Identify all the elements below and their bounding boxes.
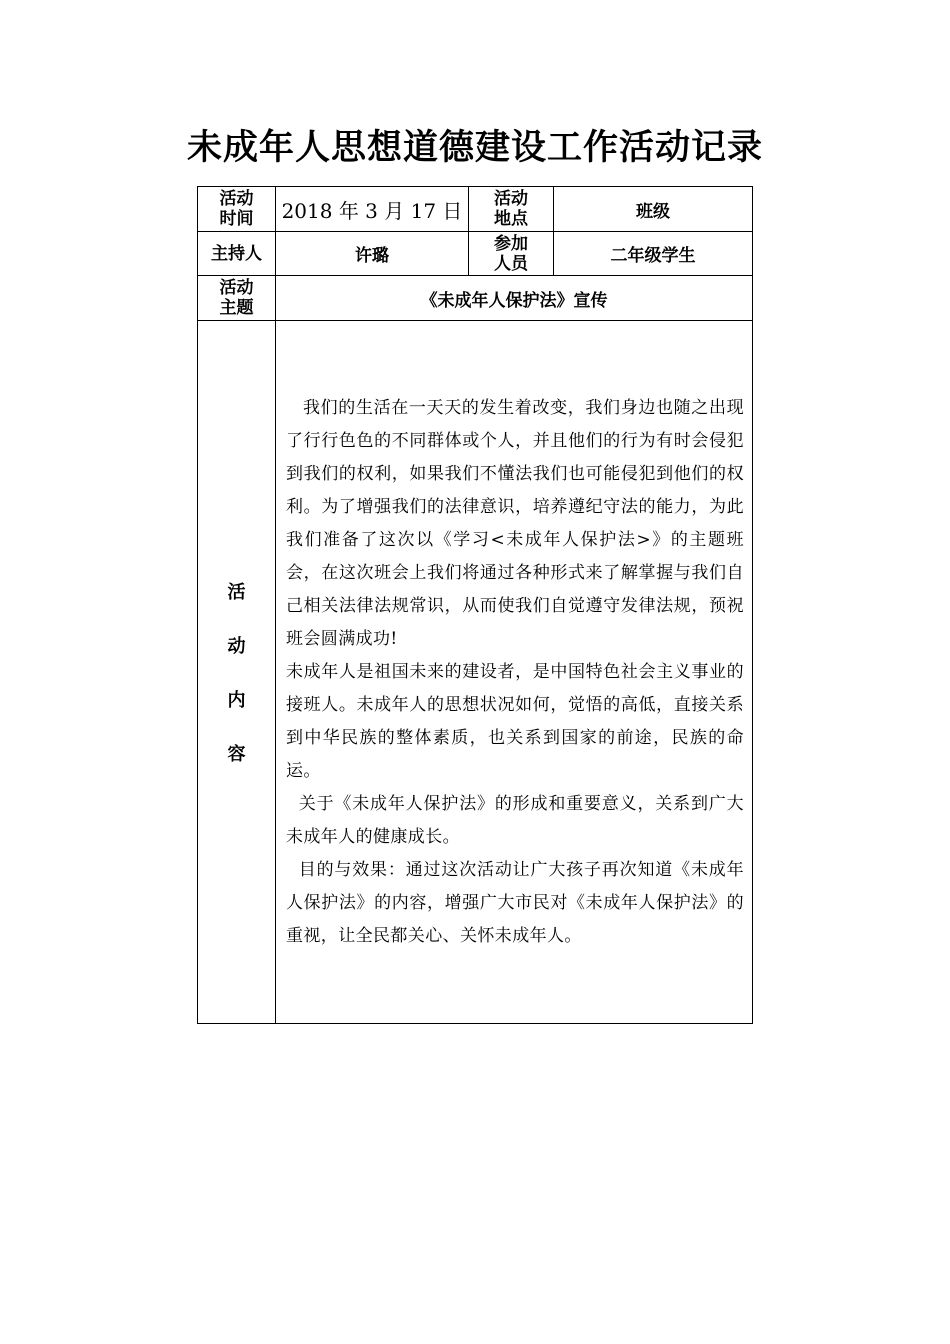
content-label-char-3: 内 <box>227 690 246 711</box>
participants-label <box>469 232 554 276</box>
theme-label-text: 活动 主题 <box>219 278 254 318</box>
content-label-char-2: 动 <box>227 636 246 657</box>
theme-label <box>198 276 276 321</box>
host-value: 许璐 <box>276 232 469 276</box>
content-label-char-1: 活 <box>227 582 246 603</box>
place-value: 班级 <box>554 187 753 232</box>
place-label-text: 活动 地点 <box>494 189 528 229</box>
theme-value: 《未成年人保护法》宣传 <box>276 276 753 321</box>
place-label <box>469 187 554 232</box>
activity-record-table <box>197 186 753 1024</box>
content-paragraph-3: 关于《未成年人保护法》的形成和重要意义，关系到广大未成年人的健康成长。 <box>286 793 744 847</box>
time-label <box>198 187 276 232</box>
content-body <box>276 321 753 1024</box>
content-paragraph-2: 未成年人是祖国未来的建设者，是中国特色社会主义事业的接班人。未成年人的思想状况如何，觉悟的高低，直接关系到中华民族的整体素质，也关系到国家的前途，民族的命运。 <box>286 661 744 781</box>
content-label <box>198 321 276 1024</box>
row-content <box>198 321 753 1024</box>
content-paragraph-1: 我们的生活在一天天的发生着改变，我们身边也随之出现了行行色色的不同群体或个人，并且他们的行为有时会侵犯到我们的权利，如果我们不懂法我们也可能侵犯到他们的权利。为了增强我们的法律意识，培养遵纪守法的能力，为此我们准备了这次以《学习<未成年人保护法>》的主题班会，在这次班会上我们将通过各种形式来了解掌握与我们自己相关法律法规常识，从而使我们自觉遵守发律法规，预祝班会圆满成功! <box>286 397 744 649</box>
row-time-place <box>198 187 753 232</box>
row-theme <box>198 276 753 321</box>
row-host-participants <box>198 232 753 276</box>
host-label: 主持人 <box>198 232 276 276</box>
time-label-text: 活动 时间 <box>219 189 254 229</box>
document-title: 未成年人思想道德建设工作活动记录 <box>186 127 763 168</box>
participants-label-text: 参加 人员 <box>494 233 528 274</box>
content-label-char-4: 容 <box>227 744 246 765</box>
content-paragraph-4: 目的与效果：通过这次活动让广大孩子再次知道《未成年人保护法》的内容，增强广大市民对《未成年人保护法》的重视，让全民都关心、关怀未成年人。 <box>286 859 744 946</box>
participants-value: 二年级学生 <box>554 232 753 276</box>
time-value: 2018 年 3 月 17 日 <box>276 187 469 232</box>
